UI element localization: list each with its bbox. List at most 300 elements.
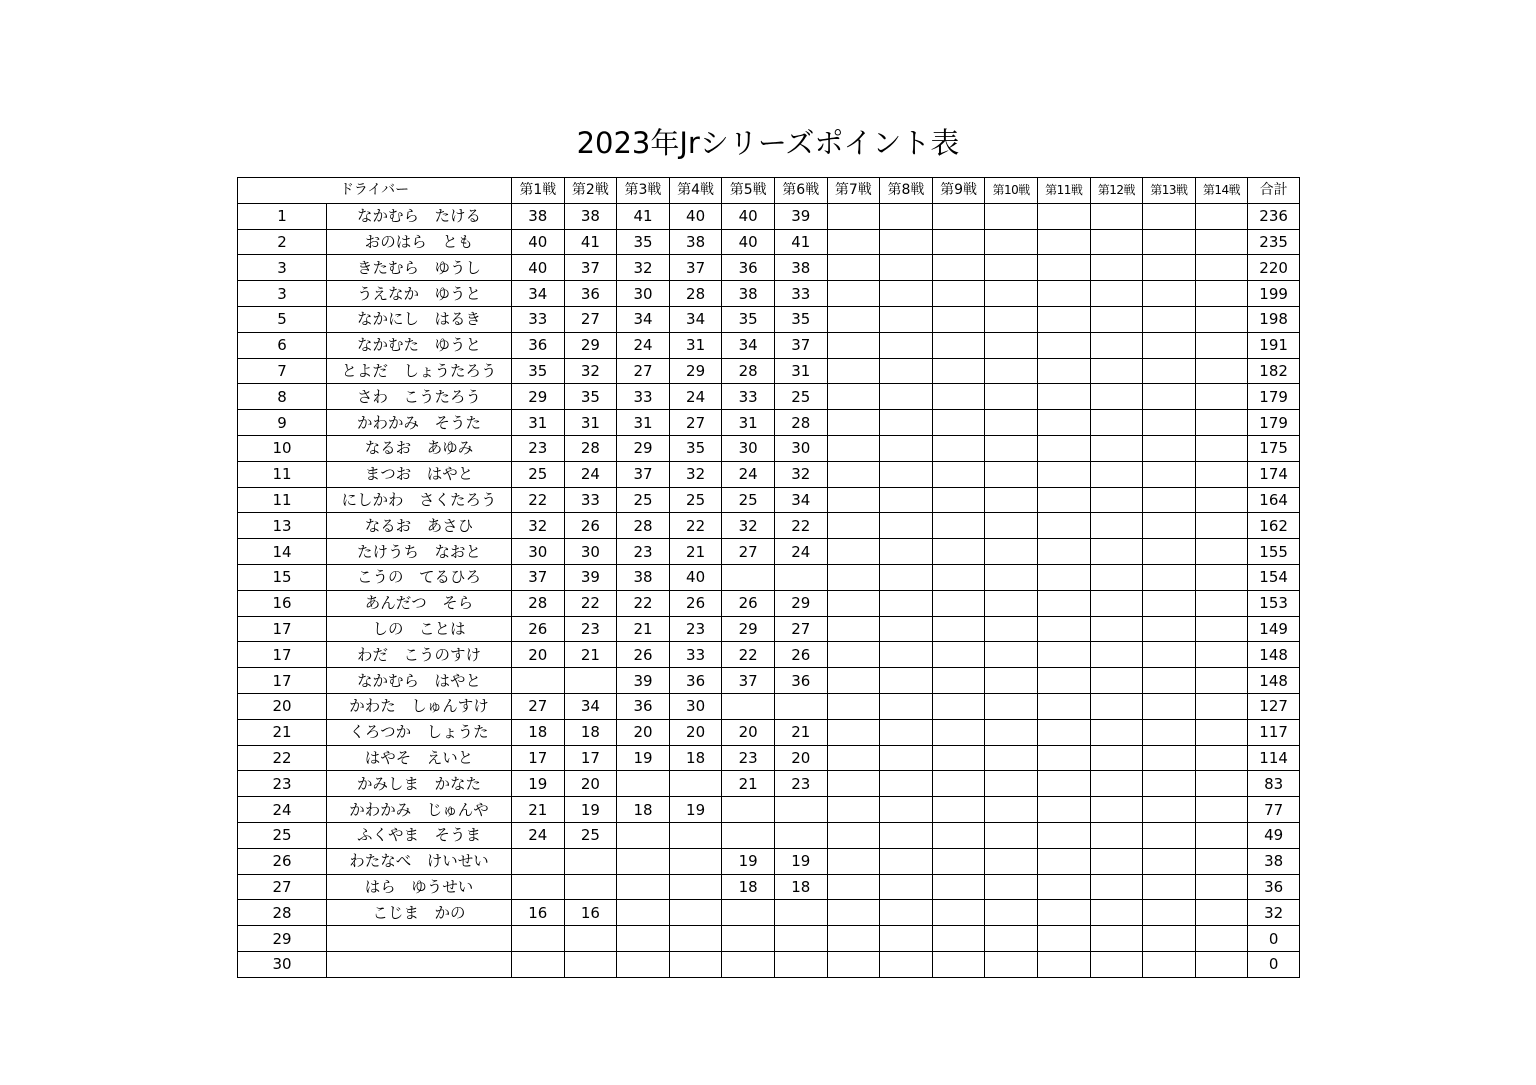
rank-cell: 21 [238, 719, 327, 745]
table-row [238, 590, 1300, 616]
race-score-cell: 25 [617, 487, 670, 513]
race-score-cell [932, 564, 985, 590]
race-score-cell: 25 [564, 822, 617, 848]
race-score-cell [985, 306, 1038, 332]
race-score-cell [1195, 874, 1248, 900]
race-score-cell [932, 255, 985, 281]
race-score-cell [880, 461, 933, 487]
race-score-cell [880, 848, 933, 874]
race-score-cell: 19 [774, 848, 827, 874]
race-score-cell: 18 [564, 719, 617, 745]
race-score-cell [880, 900, 933, 926]
rank-cell: 11 [238, 487, 327, 513]
race-score-cell [827, 203, 880, 229]
race-score-cell [1090, 332, 1143, 358]
race-score-cell [932, 332, 985, 358]
race-score-cell: 21 [564, 642, 617, 668]
driver-name-cell: はら ゆうせい [327, 874, 512, 900]
race-score-cell: 41 [564, 229, 617, 255]
total-cell: 174 [1248, 461, 1300, 487]
race-score-cell [932, 745, 985, 771]
race-score-cell: 39 [617, 668, 670, 694]
table-row [238, 306, 1300, 332]
race-score-cell [827, 848, 880, 874]
race-score-cell: 24 [564, 461, 617, 487]
table-row [238, 513, 1300, 539]
race-score-cell [1143, 771, 1196, 797]
total-cell: 236 [1248, 203, 1300, 229]
race-score-cell: 35 [564, 384, 617, 410]
race-score-cell: 24 [774, 539, 827, 565]
race-score-cell [1143, 513, 1196, 539]
race-score-cell: 31 [774, 358, 827, 384]
race-score-cell [985, 668, 1038, 694]
race-score-cell [669, 900, 722, 926]
race-score-cell [1143, 255, 1196, 281]
race-score-cell [880, 822, 933, 848]
race-score-cell: 40 [669, 564, 722, 590]
driver-name-cell: ふくやま そうま [327, 822, 512, 848]
driver-name-cell: あんだつ そら [327, 590, 512, 616]
race-score-cell: 36 [617, 693, 670, 719]
race-score-cell [985, 797, 1038, 823]
race-score-cell [985, 564, 1038, 590]
race-score-cell [827, 255, 880, 281]
rank-cell: 28 [238, 900, 327, 926]
race-score-cell: 29 [722, 616, 775, 642]
table-row [238, 539, 1300, 565]
race-score-cell [827, 926, 880, 952]
header-race-13: 第13戦 [1143, 178, 1196, 204]
race-score-cell: 16 [564, 900, 617, 926]
race-score-cell [932, 358, 985, 384]
rank-cell: 3 [238, 281, 327, 307]
race-score-cell [1090, 616, 1143, 642]
race-score-cell: 33 [669, 642, 722, 668]
rank-cell: 25 [238, 822, 327, 848]
rank-cell: 20 [238, 693, 327, 719]
race-score-cell [774, 693, 827, 719]
race-score-cell: 30 [512, 539, 565, 565]
driver-name-cell: まつお はやと [327, 461, 512, 487]
race-score-cell [932, 539, 985, 565]
race-score-cell [1143, 822, 1196, 848]
race-score-cell: 41 [617, 203, 670, 229]
rank-cell: 30 [238, 951, 327, 977]
race-score-cell [1143, 332, 1196, 358]
driver-name-cell: うえなか ゆうと [327, 281, 512, 307]
race-score-cell: 23 [512, 435, 565, 461]
header-race-1: 第1戦 [512, 178, 565, 204]
race-score-cell [880, 513, 933, 539]
race-score-cell [985, 203, 1038, 229]
race-score-cell [774, 900, 827, 926]
race-score-cell [1090, 384, 1143, 410]
rank-cell: 10 [238, 435, 327, 461]
total-cell: 220 [1248, 255, 1300, 281]
race-score-cell: 27 [617, 358, 670, 384]
race-score-cell: 38 [564, 203, 617, 229]
driver-name-cell: わだ こうのすけ [327, 642, 512, 668]
race-score-cell [932, 229, 985, 255]
race-score-cell [1090, 848, 1143, 874]
race-score-cell [1143, 926, 1196, 952]
table-row [238, 487, 1300, 513]
race-score-cell: 26 [774, 642, 827, 668]
race-score-cell [880, 306, 933, 332]
race-score-cell [932, 203, 985, 229]
table-row [238, 874, 1300, 900]
page-title: 2023年Jrシリーズポイント表 [576, 126, 960, 161]
total-cell: 199 [1248, 281, 1300, 307]
race-score-cell: 21 [512, 797, 565, 823]
rank-cell: 22 [238, 745, 327, 771]
rank-cell: 27 [238, 874, 327, 900]
driver-name-cell: にしかわ さくたろう [327, 487, 512, 513]
race-score-cell [1195, 384, 1248, 410]
race-score-cell: 38 [617, 564, 670, 590]
race-score-cell [669, 951, 722, 977]
race-score-cell: 18 [617, 797, 670, 823]
race-score-cell: 30 [774, 435, 827, 461]
race-score-cell [564, 668, 617, 694]
race-score-cell: 20 [512, 642, 565, 668]
race-score-cell [880, 410, 933, 436]
race-score-cell [1037, 410, 1090, 436]
race-score-cell [722, 926, 775, 952]
race-score-cell [1037, 926, 1090, 952]
race-score-cell [1090, 487, 1143, 513]
race-score-cell [1090, 719, 1143, 745]
race-score-cell [669, 926, 722, 952]
race-score-cell: 31 [722, 410, 775, 436]
race-score-cell [1143, 616, 1196, 642]
rank-cell: 17 [238, 668, 327, 694]
race-score-cell [1037, 229, 1090, 255]
race-score-cell [1037, 358, 1090, 384]
race-score-cell: 23 [564, 616, 617, 642]
race-score-cell [1037, 564, 1090, 590]
race-score-cell: 30 [617, 281, 670, 307]
race-score-cell [985, 848, 1038, 874]
race-score-cell [1143, 435, 1196, 461]
race-score-cell: 36 [564, 281, 617, 307]
driver-name-cell: なるお あさひ [327, 513, 512, 539]
table-row [238, 822, 1300, 848]
race-score-cell [880, 874, 933, 900]
race-score-cell: 41 [774, 229, 827, 255]
race-score-cell [880, 797, 933, 823]
race-score-cell [985, 616, 1038, 642]
race-score-cell [1090, 642, 1143, 668]
race-score-cell [669, 848, 722, 874]
race-score-cell [827, 668, 880, 694]
rank-cell: 17 [238, 642, 327, 668]
race-score-cell [774, 926, 827, 952]
race-score-cell [1037, 642, 1090, 668]
race-score-cell: 25 [669, 487, 722, 513]
rank-cell: 17 [238, 616, 327, 642]
rank-cell: 8 [238, 384, 327, 410]
total-cell: 117 [1248, 719, 1300, 745]
race-score-cell [985, 745, 1038, 771]
race-score-cell: 26 [617, 642, 670, 668]
race-score-cell [827, 564, 880, 590]
race-score-cell [617, 874, 670, 900]
driver-name-cell: かわかみ じゅんや [327, 797, 512, 823]
race-score-cell [880, 229, 933, 255]
race-score-cell [827, 229, 880, 255]
total-cell: 175 [1248, 435, 1300, 461]
driver-name-cell: おのはら とも [327, 229, 512, 255]
race-score-cell [985, 926, 1038, 952]
race-score-cell: 21 [669, 539, 722, 565]
table-row [238, 203, 1300, 229]
race-score-cell: 26 [669, 590, 722, 616]
race-score-cell [1195, 461, 1248, 487]
race-score-cell: 29 [564, 332, 617, 358]
race-score-cell [827, 358, 880, 384]
race-score-cell: 28 [512, 590, 565, 616]
race-score-cell [827, 951, 880, 977]
race-score-cell: 36 [774, 668, 827, 694]
race-score-cell [1143, 358, 1196, 384]
race-score-cell: 28 [774, 410, 827, 436]
race-score-cell [1143, 642, 1196, 668]
race-score-cell: 38 [512, 203, 565, 229]
race-score-cell: 32 [669, 461, 722, 487]
race-score-cell: 22 [564, 590, 617, 616]
race-score-cell [880, 539, 933, 565]
total-cell: 154 [1248, 564, 1300, 590]
race-score-cell [880, 203, 933, 229]
race-score-cell: 34 [774, 487, 827, 513]
race-score-cell [985, 487, 1038, 513]
race-score-cell: 29 [512, 384, 565, 410]
race-score-cell: 28 [564, 435, 617, 461]
race-score-cell [1195, 255, 1248, 281]
race-score-cell [827, 822, 880, 848]
race-score-cell [774, 797, 827, 823]
race-score-cell [1195, 642, 1248, 668]
race-score-cell [617, 771, 670, 797]
race-score-cell [827, 332, 880, 358]
race-score-cell [827, 513, 880, 539]
race-score-cell [985, 281, 1038, 307]
race-score-cell: 35 [512, 358, 565, 384]
race-score-cell [1090, 900, 1143, 926]
race-score-cell [1195, 306, 1248, 332]
race-score-cell [827, 874, 880, 900]
race-score-cell [985, 539, 1038, 565]
race-score-cell: 17 [564, 745, 617, 771]
race-score-cell [669, 771, 722, 797]
race-score-cell [1090, 229, 1143, 255]
table-row [238, 281, 1300, 307]
header-race-9: 第9戦 [932, 178, 985, 204]
race-score-cell [880, 693, 933, 719]
race-score-cell: 29 [617, 435, 670, 461]
table-row [238, 848, 1300, 874]
header-total: 合計 [1248, 178, 1300, 204]
race-score-cell: 37 [617, 461, 670, 487]
race-score-cell [880, 564, 933, 590]
race-score-cell: 29 [669, 358, 722, 384]
driver-name-cell: なかむた ゆうと [327, 332, 512, 358]
race-score-cell: 23 [774, 771, 827, 797]
race-score-cell [564, 848, 617, 874]
race-score-cell [880, 358, 933, 384]
race-score-cell [1143, 203, 1196, 229]
race-score-cell: 19 [617, 745, 670, 771]
race-score-cell [932, 642, 985, 668]
race-score-cell [1143, 693, 1196, 719]
driver-name-cell: なかむら はやと [327, 668, 512, 694]
race-score-cell: 19 [669, 797, 722, 823]
driver-name-cell: しの ことは [327, 616, 512, 642]
race-score-cell [880, 951, 933, 977]
race-score-cell [774, 951, 827, 977]
table-row [238, 358, 1300, 384]
driver-name-cell: きたむら ゆうし [327, 255, 512, 281]
race-score-cell: 40 [722, 229, 775, 255]
table-row [238, 642, 1300, 668]
total-cell: 191 [1248, 332, 1300, 358]
race-score-cell [1195, 616, 1248, 642]
rank-cell: 3 [238, 255, 327, 281]
total-cell: 49 [1248, 822, 1300, 848]
race-score-cell: 19 [564, 797, 617, 823]
race-score-cell [932, 590, 985, 616]
race-score-cell: 34 [722, 332, 775, 358]
race-score-cell [1143, 951, 1196, 977]
driver-name-cell: たけうち なおと [327, 539, 512, 565]
header-race-11: 第11戦 [1037, 178, 1090, 204]
race-score-cell [1090, 822, 1143, 848]
race-score-cell [1090, 564, 1143, 590]
race-score-cell: 25 [722, 487, 775, 513]
race-score-cell: 35 [617, 229, 670, 255]
header-race-12: 第12戦 [1090, 178, 1143, 204]
race-score-cell [1195, 900, 1248, 926]
race-score-cell: 18 [722, 874, 775, 900]
race-score-cell [1195, 719, 1248, 745]
race-score-cell [1143, 668, 1196, 694]
race-score-cell: 40 [512, 255, 565, 281]
table-row [238, 719, 1300, 745]
race-score-cell: 29 [774, 590, 827, 616]
race-score-cell: 31 [512, 410, 565, 436]
race-score-cell [932, 410, 985, 436]
race-score-cell: 26 [512, 616, 565, 642]
race-score-cell [1195, 926, 1248, 952]
race-score-cell [1090, 539, 1143, 565]
race-score-cell [880, 590, 933, 616]
race-score-cell [1143, 900, 1196, 926]
race-score-cell [1195, 487, 1248, 513]
race-score-cell: 37 [774, 332, 827, 358]
race-score-cell [827, 616, 880, 642]
race-score-cell [1143, 410, 1196, 436]
race-score-cell: 19 [722, 848, 775, 874]
race-score-cell [932, 616, 985, 642]
race-score-cell: 24 [512, 822, 565, 848]
race-score-cell [932, 874, 985, 900]
rank-cell: 24 [238, 797, 327, 823]
race-score-cell [512, 951, 565, 977]
race-score-cell [827, 539, 880, 565]
race-score-cell [617, 900, 670, 926]
table-row [238, 435, 1300, 461]
driver-name-cell: わたなべ けいせい [327, 848, 512, 874]
race-score-cell [827, 900, 880, 926]
race-score-cell [932, 719, 985, 745]
race-score-cell [880, 771, 933, 797]
race-score-cell: 38 [669, 229, 722, 255]
race-score-cell [985, 642, 1038, 668]
race-score-cell: 32 [617, 255, 670, 281]
race-score-cell [932, 693, 985, 719]
race-score-cell: 23 [722, 745, 775, 771]
race-score-cell [1090, 435, 1143, 461]
header-race-5: 第5戦 [722, 178, 775, 204]
race-score-cell [1143, 384, 1196, 410]
race-score-cell [985, 461, 1038, 487]
race-score-cell: 24 [669, 384, 722, 410]
total-cell: 148 [1248, 642, 1300, 668]
race-score-cell: 21 [617, 616, 670, 642]
race-score-cell: 18 [774, 874, 827, 900]
race-score-cell [880, 384, 933, 410]
total-cell: 127 [1248, 693, 1300, 719]
rank-cell: 9 [238, 410, 327, 436]
race-score-cell: 38 [722, 281, 775, 307]
table-row [238, 926, 1300, 952]
race-score-cell [1195, 745, 1248, 771]
race-score-cell [1195, 848, 1248, 874]
race-score-cell [722, 951, 775, 977]
race-score-cell: 20 [564, 771, 617, 797]
total-cell: 153 [1248, 590, 1300, 616]
race-score-cell [1195, 797, 1248, 823]
race-score-cell [1195, 281, 1248, 307]
race-score-cell [880, 745, 933, 771]
header-race-2: 第2戦 [564, 178, 617, 204]
race-score-cell [512, 668, 565, 694]
race-score-cell [880, 332, 933, 358]
race-score-cell: 31 [564, 410, 617, 436]
table-row [238, 229, 1300, 255]
total-cell: 179 [1248, 410, 1300, 436]
race-score-cell: 34 [512, 281, 565, 307]
race-score-cell [1143, 797, 1196, 823]
race-score-cell: 30 [564, 539, 617, 565]
race-score-cell [880, 281, 933, 307]
race-score-cell [1037, 513, 1090, 539]
header-driver: ドライバー [238, 178, 512, 204]
race-score-cell [1037, 332, 1090, 358]
race-score-cell: 26 [564, 513, 617, 539]
race-score-cell [1037, 848, 1090, 874]
race-score-cell [669, 822, 722, 848]
race-score-cell [827, 384, 880, 410]
race-score-cell [1090, 797, 1143, 823]
race-score-cell: 37 [564, 255, 617, 281]
race-score-cell [827, 642, 880, 668]
total-cell: 149 [1248, 616, 1300, 642]
race-score-cell [985, 332, 1038, 358]
driver-name-cell [327, 951, 512, 977]
